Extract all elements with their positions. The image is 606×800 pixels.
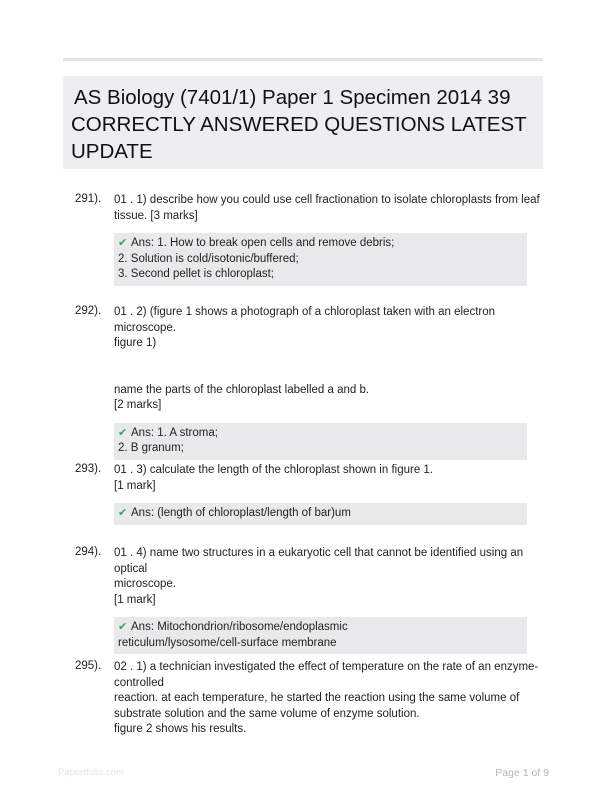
top-divider: [63, 58, 543, 61]
question-number: 294).: [75, 546, 102, 558]
title-banner: [63, 76, 543, 169]
question-number: 295).: [75, 660, 102, 672]
answer-box: [114, 423, 527, 460]
answer-line: 3. Second pellet is chloroplast;: [118, 268, 274, 280]
title-line-3: UPDATE: [71, 140, 153, 163]
answer-line: ✔ Ans: 1. How to break open cells and remove debris;: [118, 236, 523, 252]
page-number: Page 1 of 9: [495, 767, 549, 779]
question-number: 291).: [75, 193, 102, 205]
question-number: 293).: [75, 463, 102, 475]
question-line: [1 mark]: [114, 479, 156, 492]
question-text: [114, 305, 543, 414]
answer-line: reticulum/lysosome/cell-surface membrane: [118, 636, 337, 649]
question-line: [1 mark]: [114, 593, 156, 606]
question-number: 292).: [75, 305, 102, 317]
question-line: 01 . 4) name two structures in a eukaryotic cell that cannot be identified using an optical: [114, 547, 524, 575]
question-line: [114, 367, 543, 383]
question-block-293: [63, 463, 543, 525]
question-line: microscope.: [114, 578, 176, 590]
question-line: figure 1): [114, 337, 157, 349]
answer-box: [114, 503, 527, 525]
question-line: 01 . 3) calculate the length of the chloroplast shown in figure 1.: [114, 464, 434, 476]
answer-box: [114, 233, 527, 286]
question-line: 02 . 1) a technician investigated the effect of temperature on the rate of an enzyme-: [114, 661, 539, 673]
question-text: [114, 546, 543, 608]
answer-line: ✔ Ans: Mitochondrion/ribosome/endoplasmic: [118, 620, 523, 636]
question-text: [114, 660, 543, 738]
checkmark-icon: ✔: [118, 426, 128, 439]
question-block-294: [63, 546, 543, 654]
question-line: figure 2 shows his results.: [114, 723, 247, 735]
title-line-1: AS Biology (7401/1) Paper 1 Specimen 2014 39: [74, 86, 511, 109]
question-line: 01 . 1) describe how you could use cell fractionation to isolate chloroplasts from leaf: [114, 194, 540, 206]
question-line: [2 marks]: [114, 399, 162, 411]
answer-line: 2. Solution is cold/isotonic/buffered;: [118, 252, 299, 265]
question-text: [114, 463, 543, 494]
title-line-2: CORRECTLY ANSWERED QUESTIONS LATEST: [71, 113, 527, 136]
checkmark-icon: ✔: [118, 507, 128, 519]
answer-line: ✔ Ans: 1. A stroma;: [118, 426, 523, 442]
question-line: name the parts of the chloroplast labelled a and b.: [114, 383, 370, 396]
footer-watermark: Papertfolio.com: [58, 767, 125, 778]
checkmark-icon: ✔: [118, 237, 128, 249]
question-line: reaction. at each temperature, he started the reaction using the same volume of: [114, 692, 520, 704]
document-title: [71, 84, 535, 165]
question-block-291: [63, 193, 543, 286]
question-line: [114, 352, 543, 368]
question-line: tissue. [3 marks]: [114, 209, 198, 222]
question-block-295: [63, 660, 543, 738]
answer-line: ✔ Ans: (length of chloroplast/length of bar)um: [118, 506, 523, 522]
question-line: controlled: [114, 676, 164, 689]
question-line: 01 . 2) (figure 1 shows a photograph of a chloroplast taken with an electron microscope.: [114, 306, 496, 334]
checkmark-icon: ✔: [118, 621, 128, 633]
question-block-292: [63, 305, 543, 460]
question-line: substrate solution and the same volume of enzyme solution.: [114, 707, 420, 720]
question-text: [114, 193, 543, 224]
answer-line: 2. B granum;: [118, 442, 184, 454]
answer-box: [114, 617, 527, 654]
